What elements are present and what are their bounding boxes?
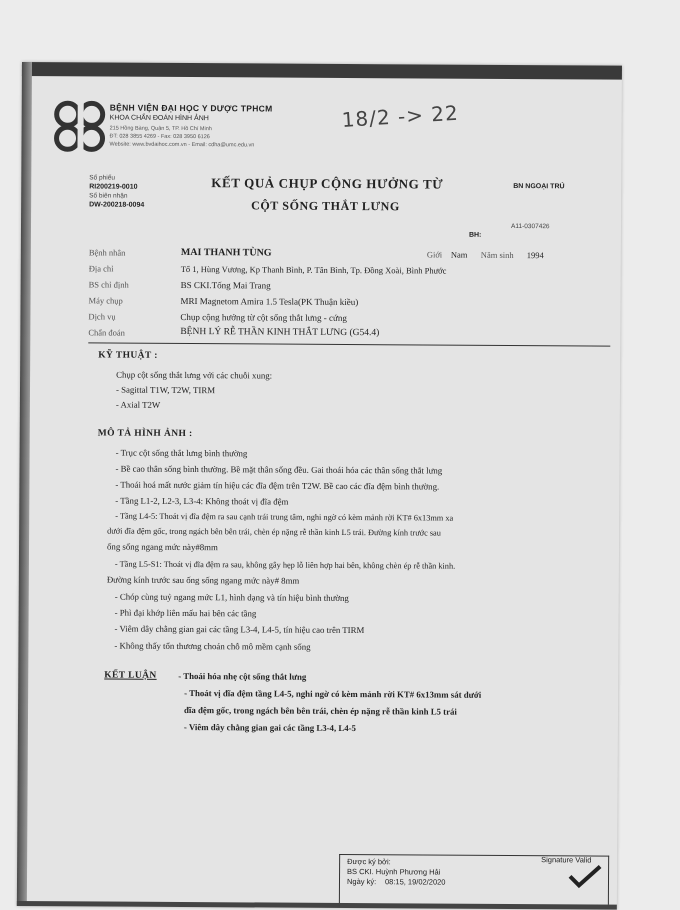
birth-year-label: Năm sinh [480,249,514,261]
service: Chụp cộng hưởng từ cột sống thắt lưng - cứng [180,311,347,323]
doctor-label: BS chỉ định [88,279,129,290]
department-name: KHOA CHẨN ĐOÁN HÌNH ẢNH [109,114,209,123]
machine-label: Máy chụp [88,295,123,306]
divider [88,342,610,346]
address-line: 215 Hồng Bàng, Quận 5, TP. Hồ Chí Minh [109,125,212,133]
reception-label: Số biên nhận [89,192,128,200]
report-title: KẾT QUẢ CHỤP CỘNG HƯỞNG TỪ [211,175,444,192]
gender-label: Giới [426,249,443,260]
scanned-report-page [17,62,622,910]
conclusion-line: - Thoát vị đĩa đệm tầng L4-5, nghi ngờ có kèm mảnh rời KT# 6x13mm sát dưới [184,688,482,700]
signer-name: BS CKI. Huỳnh Phương Hải [347,867,441,877]
signing-date: 08:15, 19/02/2020 [384,877,446,887]
finding-line: - Không thấy tổn thương choán chỗ mô mềm cạnh sống [114,640,311,652]
technique-heading: KỸ THUẬT : [98,350,158,361]
hospital-logo [51,98,109,156]
finding-line: ống sống ngang mức này#8mm [107,541,218,553]
hospital-name: BỆNH VIỆN ĐẠI HỌC Y DƯỢC TPHCM [109,102,273,114]
conclusion-line: đĩa đệm gốc, trong ngách bên bên trái, chèn ép nặng rễ thần kinh L5 trái [184,705,457,717]
signature-status: Signature Valid [541,855,592,865]
finding-line: - Tầng L5-S1: Thoát vị đĩa đệm ra sau, không gây hẹp lỗ liên hợp hai bên, không chèn ép rễ thần kinh. [114,559,456,571]
findings-heading: MÔ TẢ HÌNH ẢNH : [97,428,193,440]
diagnosis-label: Chẩn đoán [88,327,125,338]
patient-name-label: Bệnh nhân [88,247,126,258]
technique-line: - Axial T2W [115,399,161,410]
checkmark-icon [567,863,603,889]
referring-doctor: BS CKI.Tống Mai Trang [180,279,271,291]
finding-line: - Tầng L4-5: Thoát vị đĩa đệm ra sau cạnh trái trung tâm, nghi ngờ có kèm mảnh rời KT# 6x13mm xa [115,511,454,523]
patient-type: BN NGOẠI TRÚ [513,183,565,191]
scan-left-edge [17,62,32,906]
reception-number: DW-200218-0094 [89,201,145,209]
bh-label: BH: [468,231,482,239]
contact-line: ĐT: 028 3855 4269 - Fax: 028 3950 6126 [109,133,210,141]
scanner-machine: MRI Magnetom Amira 1.5 Tesla(PK Thuận kiều) [180,295,359,308]
finding-line: - Phì đại khớp liên mấu hai bên các tầng [114,607,257,619]
receipt-number: RI200219-0010 [89,183,138,191]
finding-line: - Viêm dây chằng gian gai các tầng L3-4, L4-5, tín hiệu cao trên TIRM [114,623,365,636]
technique-line: Chụp cột sống thắt lưng với các chuỗi xung: [116,369,273,381]
report-subtitle: CỘT SỐNG THẮT LƯNG [251,198,400,214]
finding-line: - Chóp cùng tuỷ ngang mức L1, hình dạng và tín hiệu bình thường [114,591,349,604]
receipt-label: Số phiếu [89,174,115,182]
scan-top-edge [22,62,622,80]
birth-year: 1994 [526,250,544,261]
conclusion-heading: KẾT LUẬN [104,670,157,681]
handwritten-note: 18/2 -> 22 [341,100,460,133]
patient-code: A11-0307426 [510,222,550,231]
technique-line: - Sagittal T1W, T2W, TIRM [115,384,216,396]
diagnosis: BỆNH LÝ RỄ THẦN KINH THẮT LƯNG (G54.4) [180,326,380,339]
address-label: Địa chỉ [88,263,114,274]
finding-line: dưới đĩa đệm gốc, trong ngách bên bên trái, chèn ép nặng rễ thần kinh L5 trái. Đường kính trước sau [107,526,441,538]
finding-line: - Thoái hoá mất nước giảm tín hiệu các đĩa đệm trên T2W. Bề cao các đĩa đệm bình thường. [115,479,440,492]
gender-value: Nam [450,249,468,260]
service-label: Dịch vụ [88,311,116,322]
signed-by-label: Được ký bởi: [347,857,391,867]
patient-name: MAI THANH TÙNG [180,246,272,259]
finding-line: Đường kính trước sau ống sống ngang mức này# 8mm [106,574,300,586]
conclusion-line: - Thoái hóa nhẹ cột sống thắt lưng [178,670,307,682]
website-line: Website: www.bvdaihoc.com.vn - Email: cdha@umc.edu.vn [109,141,255,149]
finding-line: - Trục cột sống thắt lưng bình thường [115,447,248,459]
finding-line: - Tầng L1-2, L2-3, L3-4: Không thoát vị đĩa đệm [115,495,289,507]
finding-line: - Bề cao thân sống bình thường. Bề mặt thân sống đều. Gai thoái hóa các thân sống thắt lưng [115,463,443,476]
signing-date-label: Ngày ký: [346,877,377,887]
conclusion-line: - Viêm dây chằng gian gai các tầng L3-4, L4-5 [183,722,356,734]
patient-address: Tổ 1, Hùng Vương, Kp Thanh Bình, P. Tân Bình, Tp. Đồng Xoài, Bình Phước [180,263,447,276]
